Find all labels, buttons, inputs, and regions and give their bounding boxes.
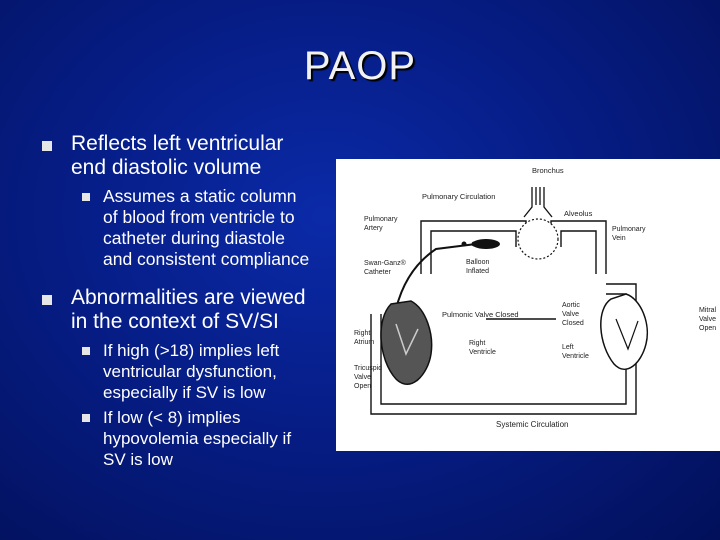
bullet-1-sub-1-line-2: of blood from ventricle to [103, 207, 295, 227]
sub-bullet-marker [82, 414, 90, 422]
label-aortic-3: Closed [562, 320, 584, 327]
label-pulmonary-artery-1: Pulmonary [364, 216, 398, 223]
pulmonary-loop-inner [431, 231, 596, 274]
label-pulmonary-artery-2: Artery [364, 225, 383, 232]
bullet-marker [42, 141, 52, 151]
label-balloon-2: Inflated [466, 268, 489, 275]
label-mitral-2: Valve [699, 316, 716, 323]
bullet-2-sub-1-line-3: especially if SV is low [103, 383, 266, 402]
label-swan-ganz-2: Catheter [364, 269, 391, 276]
circulation-diagram-svg [336, 159, 720, 451]
bullet-2-sub-2-line-3: SV is low [103, 450, 173, 469]
label-right-atrium-2: Atrium [354, 339, 375, 346]
label-mitral-1: Mitral [699, 307, 717, 314]
label-tricuspid-1: Tricuspid [354, 365, 383, 372]
bullet-2-line-2: in the context of SV/SI [71, 310, 279, 333]
bullet-2-sub-1-text [103, 340, 279, 403]
circulation-diagram [336, 159, 720, 451]
bullet-1-sub-1-line-1: Assumes a static column [103, 186, 297, 206]
sub-bullet-marker [82, 347, 90, 355]
label-swan-ganz-1: Swan-Ganz® [364, 260, 406, 267]
slide-title: PAOP [303, 44, 417, 88]
label-aortic-2: Valve [562, 311, 579, 318]
bullet-2-sub-2-line-1: If low (< 8) implies [103, 408, 241, 427]
label-systemic-circulation: Systemic Circulation [496, 420, 569, 429]
bullet-marker [42, 295, 52, 305]
label-right-ventricle-1: Right [469, 340, 486, 347]
bullet-1-sub-1-line-3: catheter during diastole [103, 228, 285, 248]
bullet-1-line-2: end diastolic volume [71, 156, 262, 179]
label-left-ventricle-1: Left [562, 344, 574, 351]
bullet-1-sub-1-line-4: and consistent compliance [103, 249, 310, 269]
bullet-1-sub-1-text [103, 186, 309, 270]
label-tricuspid-2: Valve [354, 374, 371, 381]
label-bronchus: Bronchus [532, 166, 564, 175]
sub-bullet-marker [82, 193, 90, 201]
bullet-2-line-1: Abnormalities are viewed [71, 286, 306, 309]
label-mitral-3: Open [699, 325, 717, 332]
alveolus [518, 219, 558, 259]
bullet-2-sub-2-text [103, 407, 291, 470]
label-pulmonary-vein-1: Pulmonary [612, 226, 646, 233]
bronchus [524, 187, 552, 217]
catheter-dot [472, 242, 477, 247]
left-heart [601, 294, 648, 369]
catheter [396, 244, 476, 309]
label-left-ventricle-2: Ventricle [562, 353, 589, 360]
bullet-2-sub-1-line-1: If high (>18) implies left [103, 341, 280, 360]
label-pulmonary-circulation: Pulmonary Circulation [422, 192, 496, 201]
label-alveolus: Alveolus [564, 209, 593, 218]
catheter-dot [462, 242, 467, 247]
bullet-2-sub-1-line-2: ventricular dysfunction, [103, 362, 277, 381]
label-tricuspid-3: Open [354, 383, 372, 390]
label-aortic-1: Aortic [562, 302, 580, 309]
label-balloon-1: Balloon [466, 259, 490, 266]
label-pulmonary-vein-2: Vein [612, 235, 626, 242]
bullet-1-line-1: Reflects left ventricular [71, 132, 284, 155]
bullet-2-sub-2-line-2: hypovolemia especially if [103, 429, 292, 448]
bullet-2-text [71, 286, 306, 334]
bullet-1-text [71, 132, 283, 180]
label-right-ventricle-2: Ventricle [469, 349, 496, 356]
label-right-atrium-1: Right [354, 330, 371, 337]
label-pulmonic-valve: Pulmonic Valve Closed [442, 310, 519, 319]
right-heart [381, 301, 432, 384]
